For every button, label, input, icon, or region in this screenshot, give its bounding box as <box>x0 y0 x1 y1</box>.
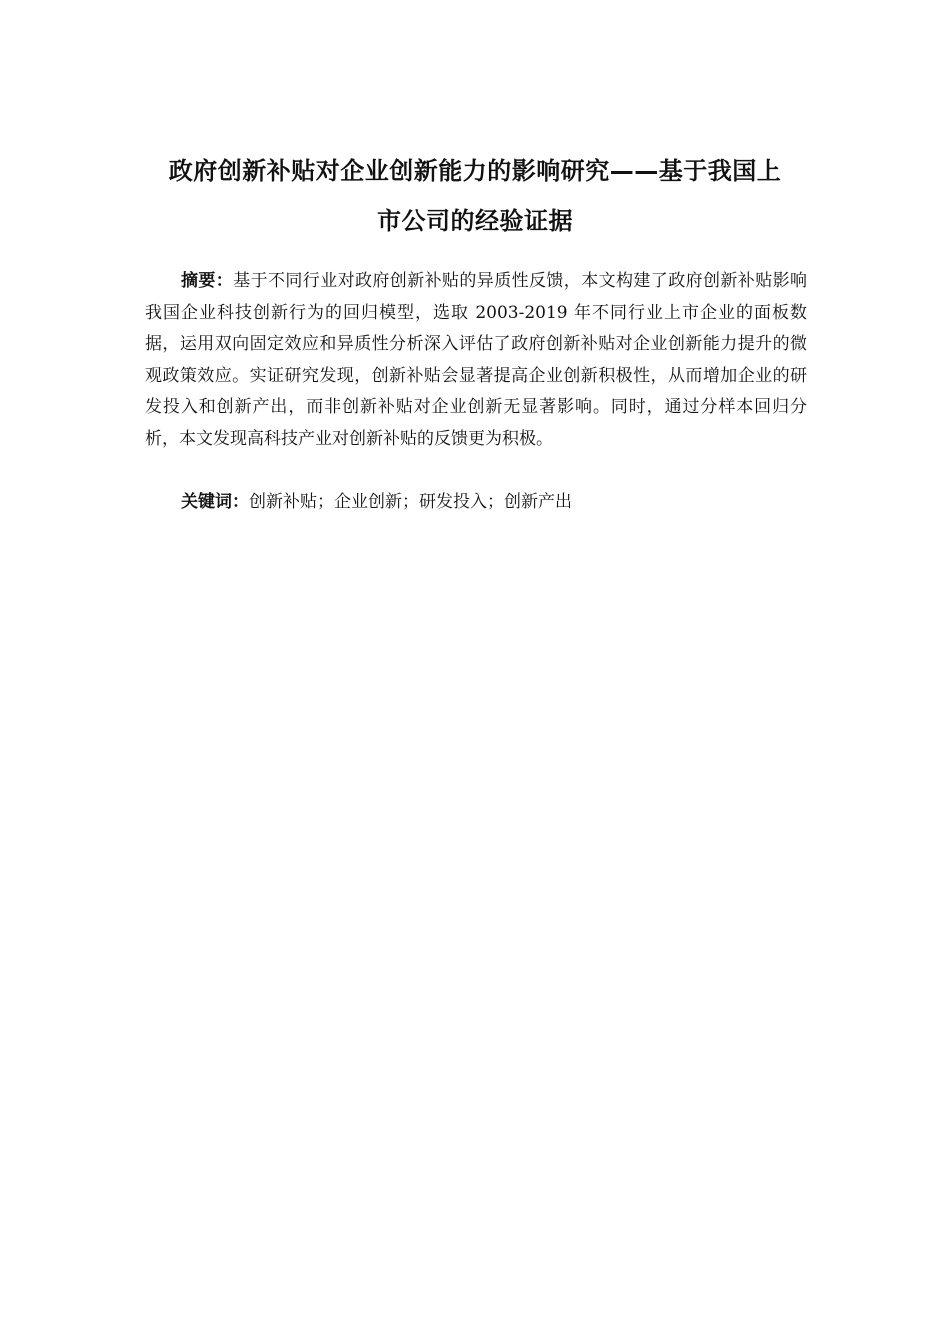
abstract-paragraph <box>145 266 807 455</box>
keywords-text: 创新补贴；企业创新；研发投入；创新产出 <box>249 492 572 512</box>
paper-title-line-1: 政府创新补贴对企业创新能力的影响研究——基于我国上 <box>168 157 782 185</box>
paper-title-line-2: 市公司的经验证据 <box>377 207 573 235</box>
keywords-label: 关键词： <box>181 492 249 512</box>
abstract-label: 摘要： <box>181 271 234 291</box>
keywords-paragraph <box>145 487 807 519</box>
abstract-text: 基于不同行业对政府创新补贴的异质性反馈，本文构建了政府创新补贴影响我国企业科技创新行为的回归模型，选取 2003-2019 年不同行业上市企业的面板数据，运用双向固定效应和异质性分析深入评估了政府创新补贴对企业创新能力提升的微观政策效应。实证研究发现，创新补贴会显著提高企业创新积极性，从而增加企业的研发投入和创新产出，而非创新补贴对企业创新无显著影响。同时，通过分样本回归分析，本文发现高科技产业对创新补贴的反馈更为积极。 <box>145 271 808 449</box>
paper-title <box>145 146 805 246</box>
